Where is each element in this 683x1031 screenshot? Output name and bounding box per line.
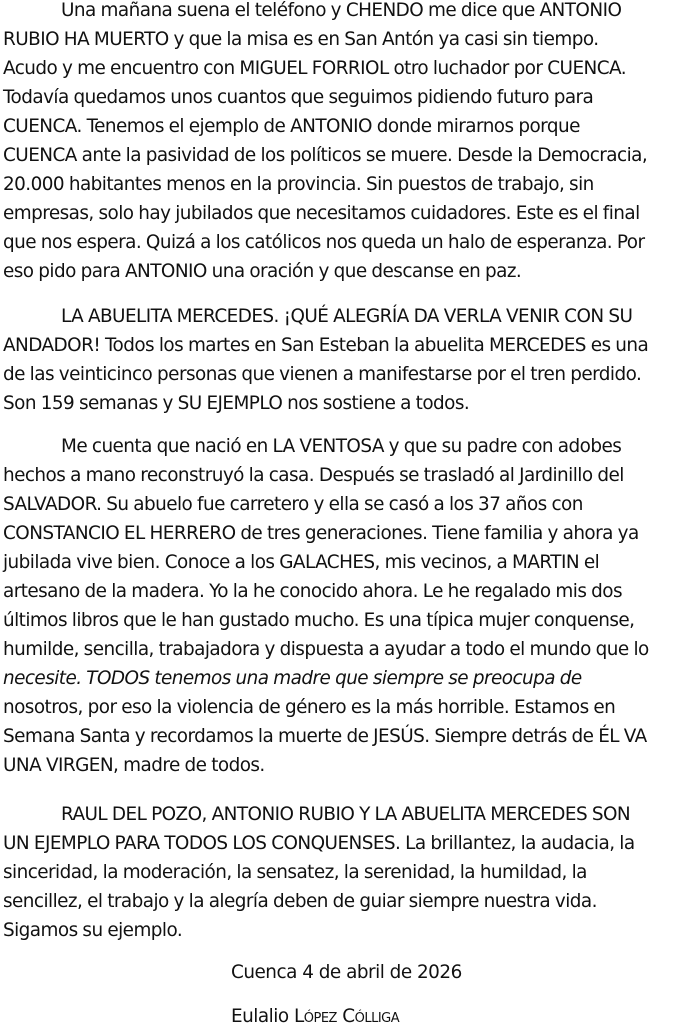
- text-line: jubilada vive bien. Conoce a los GALACHES, mis vecinos, a MARTIN el: [3, 552, 600, 573]
- text-line: 20.000 habitantes menos en la provincia. Sin puestos de trabajo, sin: [3, 174, 594, 195]
- text-line: Son 159 semanas y SU EJEMPLO nos sostiene a todos.: [3, 393, 470, 414]
- text-line: artesano de la madera. Yo la he conocido ahora. Le he regalado mis dos: [3, 581, 623, 602]
- text-line: hechos a mano reconstruyó la casa. Después se trasladó al Jardinillo del: [3, 465, 624, 486]
- text-line: CONSTANCIO EL HERRERO de tres generaciones. Tiene familia y ahora ya: [3, 523, 639, 544]
- text-line: RAUL DEL POZO, ANTONIO RUBIO Y LA ABUELITA MERCEDES SON: [61, 804, 631, 825]
- text-line: Una mañana suena el teléfono y CHENDO me dice que ANTONIO: [61, 0, 622, 21]
- text-line: UN EJEMPLO PARA TODOS LOS CONQUENSES. La brillantez, la audacia, la: [3, 833, 635, 854]
- date-line: Cuenca 4 de abril de 2026: [231, 962, 462, 983]
- paragraph-abuelita-mercedes: [3, 302, 648, 418]
- signature-first-name: Eulalio: [231, 1006, 289, 1027]
- paragraph-biography: [3, 432, 649, 780]
- text-line: empresas, solo hay jubilados que necesitamos cuidadores. Este es el final: [3, 203, 640, 224]
- text-line: Me cuenta que nació en LA VENTOSA y que su padre con adobes: [61, 436, 622, 457]
- text-line: últimos libros que le han gustado mucho. Es una típica mujer conquense,: [3, 610, 635, 631]
- text-line: que nos espera. Quizá a los católicos nos queda un halo de esperanza. Por: [3, 232, 645, 253]
- text-line-italic: necesite. TODOS tenemos una madre que siempre se preocupa de: [3, 668, 582, 689]
- text-line: UNA VIRGEN, madre de todos.: [3, 755, 265, 776]
- signature: [231, 1002, 399, 1031]
- text-line: eso pido para ANTONIO una oración y que descanse en paz.: [3, 261, 522, 282]
- text-line: LA ABUELITA MERCEDES. ¡QUÉ ALEGRÍA DA VERLA VENIR CON SU: [61, 306, 633, 327]
- text-line: sinceridad, la moderación, la sensatez, la serenidad, la humildad, la: [3, 862, 587, 883]
- text-line: Sigamos su ejemplo.: [3, 920, 183, 941]
- text-line: RUBIO HA MUERTO y que la misa es en San Antón ya casi sin tiempo.: [3, 29, 599, 50]
- text-line: ANDADOR! Todos los martes en San Esteban la abuelita MERCEDES es una: [3, 335, 649, 356]
- text-line: CUENCA. Tenemos el ejemplo de ANTONIO donde mirarnos porque: [3, 116, 580, 137]
- text-line: SALVADOR. Su abuelo fue carretero y ella se casó a los 37 años con: [3, 494, 583, 515]
- text-line: nosotros, por eso la violencia de género es la más horrible. Estamos en: [3, 697, 616, 718]
- text-line: Semana Santa y recordamos la muerte de JESÚS. Siempre detrás de ÉL VA: [3, 726, 647, 747]
- paragraph-conclusion: [3, 800, 635, 945]
- text-line: Acudo y me encuentro con MIGUEL FORRIOL otro luchador por CUENCA.: [3, 58, 627, 79]
- text-line: de las veinticinco personas que vienen a manifestarse por el tren perdido.: [3, 364, 642, 385]
- signature-surnames: López Cólliga: [294, 1006, 400, 1027]
- paragraph-antonio-rubio: [3, 0, 647, 286]
- text-line: Todavía quedamos unos cuantos que seguimos pidiendo futuro para: [3, 87, 594, 108]
- text-line: CUENCA ante la pasividad de los políticos se muere. Desde la Democracia,: [3, 145, 648, 166]
- text-line: sencillez, el trabajo y la alegría deben de guiar siempre nuestra vida.: [3, 891, 597, 912]
- text-line: humilde, sencilla, trabajadora y dispuesta a ayudar a todo el mundo que lo: [3, 639, 649, 660]
